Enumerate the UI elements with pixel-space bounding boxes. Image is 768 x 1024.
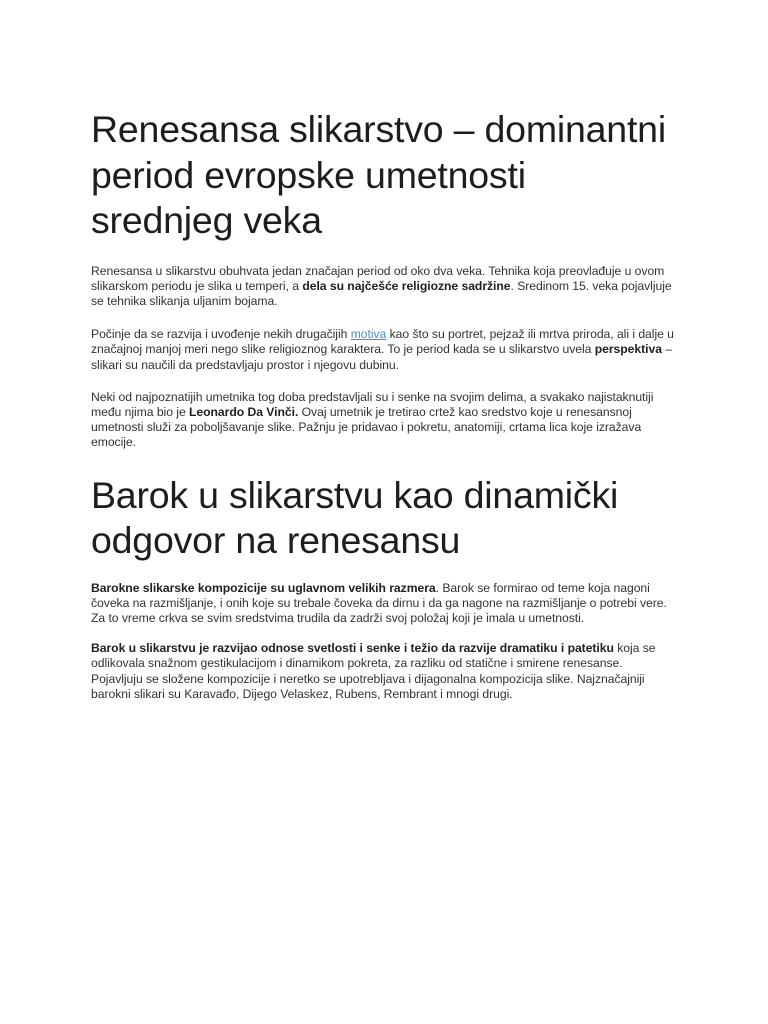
paragraph-text: . Barok se formirao od teme koja nagoni čoveka na razmišljanje, i onih koje su trebale čoveka da dirnu i da ga nagone na razmišljanje o potrebi vere. Za to vreme crkva se svim sredstvima trudila da zadrži svoj položaj koji je imala u umetnosti. bbox=[91, 580, 667, 625]
paragraph-text: . Sredinom 15. veka pojavljuje se tehnika slikanja uljanim bojama. bbox=[91, 278, 672, 308]
paragraph-text: Počinje da se razvija i uvođenje nekih drugačijih bbox=[91, 327, 351, 342]
paragraph-text: Neki od najpoznatijih umetnika tog doba predstavljali su i senke na svojim delima, a svakako najistaknutiji među njima bio je bbox=[91, 389, 654, 419]
paragraph-renaissance-artists bbox=[91, 390, 677, 451]
bold-phrase: Barok u slikarstvu je razvijao odnose svetlosti i senke i težio da razvije dramatiku i patetiku bbox=[91, 641, 614, 656]
motiva-link[interactable]: motiva bbox=[350, 327, 387, 342]
document-page bbox=[91, 107, 677, 702]
bold-phrase: Barokne slikarske kompozicije su uglavnom velikih razmera bbox=[91, 580, 436, 595]
paragraph-text: koja se odlikovala snažnom gestikulacijom i dinamikom pokreta, za razliku od statične i smirene renesanse. Pojavljuju se složene kompozicije i neretko se upotrebljava i dijagonalna kompozicija slike. Najznačajniji barokni slikari su Karavađo, Dijego Velaskez, Rubens, Rembrant i mnogi drugi. bbox=[91, 641, 656, 701]
bold-phrase: dela su najčešće religiozne sadržine bbox=[302, 278, 511, 293]
heading-baroque: Barok u slikarstvu kao dinamički odgovor na renesansu bbox=[91, 473, 619, 562]
paragraph-baroque-compositions bbox=[91, 581, 677, 627]
paragraph-text: Ovaj umetnik je tretirao crtež kao sredstvo koje u renesansnoj umetnosti služi za poboljšavanje slike. Pažnju je pridavao i pokretu, anatomiji, crtama lica koje izražava emocije. bbox=[91, 404, 642, 450]
paragraph-renaissance-intro bbox=[91, 264, 677, 310]
heading-renaissance: Renesansa slikarstvo – dominantni period evropske umetnosti srednjeg veka bbox=[91, 108, 666, 241]
paragraph-text: – slikari su naučili da predstavljaju prostor i njegovu dubinu. bbox=[91, 342, 673, 372]
bold-phrase: Leonardo Da Vinči. bbox=[189, 404, 299, 419]
paragraph-baroque-light bbox=[91, 641, 677, 702]
paragraph-text: Renesansa u slikarstvu obuhvata jedan značajan period od oko dva veka. Tehnika koja preovlađuje u ovom slikarskom periodu je slika u temperi, a bbox=[91, 263, 665, 293]
paragraph-text: kao što su portret, pejzaž ili mrtva priroda, ali i dalje u značajnoj manjoj meri nego slike religioznog karaktera. To je period kada se u slikarstvo uvela bbox=[91, 327, 674, 357]
bold-phrase: perspektiva bbox=[594, 342, 662, 357]
paragraph-renaissance-motifs bbox=[91, 327, 677, 373]
